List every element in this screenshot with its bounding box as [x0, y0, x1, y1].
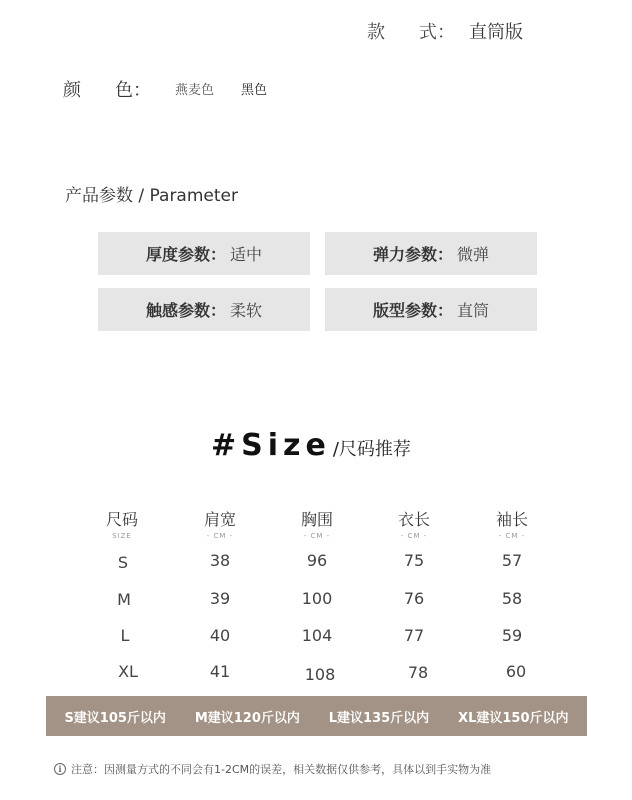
color-option-black: 黑色	[241, 83, 268, 98]
table-cell: 104	[301, 626, 333, 645]
measurement-note	[54, 761, 491, 777]
col-head-size	[77, 507, 167, 540]
table-cell: 41	[209, 662, 231, 681]
table-cell: 58	[501, 589, 523, 608]
size-heading-big: #Size	[211, 428, 331, 463]
reco-s: S建议105斤以内	[64, 710, 166, 726]
color-option-oatmeal: 燕麦色	[175, 83, 215, 98]
table-cell: M	[117, 590, 131, 609]
col-head-sleeve	[467, 507, 557, 540]
col-title: 肩宽	[203, 510, 236, 529]
reco-l: L建议135斤以内	[328, 710, 430, 726]
col-subtitle: SIZE	[112, 532, 132, 540]
table-cell: L	[120, 626, 130, 645]
param-thickness	[98, 232, 310, 275]
parameter-heading: 产品参数 / Parameter	[65, 186, 238, 206]
col-subtitle: - CM -	[400, 532, 428, 540]
col-title: 尺码	[105, 510, 138, 529]
param-thickness-value: 适中	[230, 245, 263, 264]
param-elasticity-value: 微弹	[457, 245, 490, 264]
style-label-a: 款	[367, 22, 385, 43]
style-value: 直筒版	[469, 22, 523, 43]
col-subtitle: - CM -	[206, 532, 234, 540]
param-touch-key: 触感参数：	[145, 301, 226, 320]
col-head-chest	[272, 507, 362, 540]
table-cell: 40	[209, 626, 231, 645]
param-touch	[98, 288, 310, 331]
param-fit-value: 直筒	[457, 301, 490, 320]
param-elasticity-key: 弹力参数：	[372, 245, 453, 264]
table-cell: S	[117, 553, 129, 572]
param-fit	[325, 288, 537, 331]
param-thickness-key: 厚度参数：	[145, 245, 226, 264]
size-heading-sub: /尺码推荐	[332, 439, 411, 460]
color-row	[63, 76, 268, 102]
table-cell: 39	[209, 589, 231, 608]
param-fit-key: 版型参数：	[372, 301, 453, 320]
param-elasticity	[325, 232, 537, 275]
table-cell: 96	[306, 551, 328, 570]
reco-xl: XL建议150斤以内	[458, 710, 569, 726]
col-subtitle: - CM -	[303, 532, 331, 540]
note-text: 注意：因测量方式的不同会有1-2CM的误差，相关数据仅供参考，具体以到手实物为准	[71, 763, 492, 776]
table-cell: 59	[501, 626, 523, 645]
table-cell: 60	[505, 662, 527, 681]
color-label-a: 颜	[63, 80, 81, 101]
table-cell: 78	[407, 663, 429, 682]
col-head-length	[369, 507, 459, 540]
col-title: 胸围	[300, 510, 333, 529]
table-cell: 100	[301, 589, 333, 608]
info-icon: i	[54, 763, 66, 775]
col-subtitle: - CM -	[498, 532, 526, 540]
param-touch-value: 柔软	[230, 301, 263, 320]
table-cell: 38	[209, 551, 231, 570]
table-cell: XL	[118, 662, 138, 681]
style-row	[367, 18, 523, 44]
table-cell: 75	[403, 551, 425, 570]
weight-recommendation-band	[46, 696, 587, 736]
size-heading	[211, 428, 411, 463]
table-cell: 57	[501, 551, 523, 570]
style-label-b: 式：	[419, 22, 455, 43]
col-title: 袖长	[495, 510, 528, 529]
color-label-b: 色：	[115, 80, 151, 101]
table-cell: 108	[304, 665, 336, 684]
reco-m: M建议120斤以内	[194, 710, 300, 726]
table-cell: 76	[403, 589, 425, 608]
col-head-shoulder	[175, 507, 265, 540]
col-title: 衣长	[397, 510, 430, 529]
table-cell: 77	[403, 626, 425, 645]
